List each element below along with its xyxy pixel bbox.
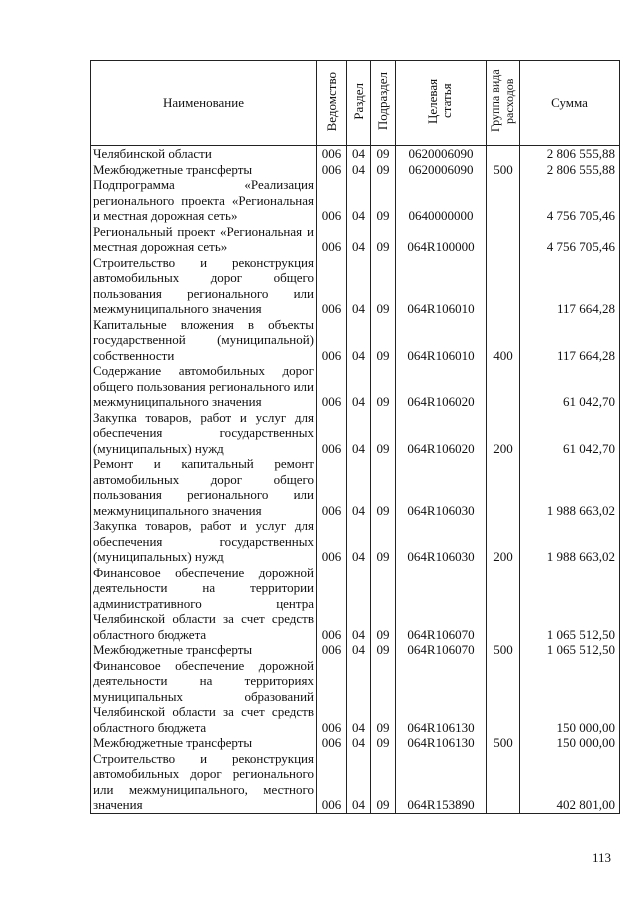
header-vedomstvo: Ведомство: [317, 61, 347, 146]
row-summa: 402 801,00: [520, 751, 620, 814]
table-row: [91, 518, 620, 565]
row-podrazdel: 09: [371, 410, 396, 457]
row-tselevaya: 064R106070: [396, 565, 487, 643]
table-row: [91, 162, 620, 178]
row-gruppa: 400: [487, 317, 520, 364]
row-vedomstvo: 006: [317, 317, 347, 364]
row-summa: 2 806 555,88: [520, 146, 620, 162]
header-name: Наименование: [91, 61, 317, 146]
row-podrazdel: 09: [371, 177, 396, 224]
table-row: [91, 565, 620, 643]
row-name: Капитальные вложения в объекты государственной (муниципальной) собственности: [91, 317, 317, 364]
row-vedomstvo: 006: [317, 642, 347, 658]
row-vedomstvo: 006: [317, 658, 347, 736]
row-podrazdel: 09: [371, 456, 396, 518]
table-row: [91, 363, 620, 410]
row-gruppa: 200: [487, 410, 520, 457]
budget-table: [90, 60, 620, 814]
row-vedomstvo: 006: [317, 518, 347, 565]
header-gruppa: Группа вида расходов: [487, 61, 520, 146]
row-name: Межбюджетные трансферты: [91, 162, 317, 178]
row-razdel: 04: [347, 363, 371, 410]
header-podrazdel: Подраздел: [371, 61, 396, 146]
row-razdel: 04: [347, 255, 371, 317]
table-row: [91, 146, 620, 162]
row-podrazdel: 09: [371, 317, 396, 364]
row-vedomstvo: 006: [317, 146, 347, 162]
row-vedomstvo: 006: [317, 735, 347, 751]
row-summa: 1 065 512,50: [520, 642, 620, 658]
row-razdel: 04: [347, 146, 371, 162]
row-name: Межбюджетные трансферты: [91, 642, 317, 658]
row-tselevaya: 064R106130: [396, 658, 487, 736]
row-razdel: 04: [347, 658, 371, 736]
row-podrazdel: 09: [371, 363, 396, 410]
row-name: Строительство и реконструкция автомобильных дорог регионального или межмуниципального, местного значения: [91, 751, 317, 814]
row-tselevaya: 064R153890: [396, 751, 487, 814]
row-razdel: 04: [347, 565, 371, 643]
row-name: Финансовое обеспечение дорожной деятельности на территории административного центра Челябинской области за счет средств областного бюджета: [91, 565, 317, 643]
row-gruppa: [487, 658, 520, 736]
row-name: Межбюджетные трансферты: [91, 735, 317, 751]
row-gruppa: 500: [487, 642, 520, 658]
row-name: Региональный проект «Региональная и местная дорожная сеть»: [91, 224, 317, 255]
row-podrazdel: 09: [371, 658, 396, 736]
table-header-row: [91, 61, 620, 146]
row-name: Челябинской области: [91, 146, 317, 162]
row-razdel: 04: [347, 751, 371, 814]
row-razdel: 04: [347, 456, 371, 518]
row-vedomstvo: 006: [317, 565, 347, 643]
row-gruppa: [487, 456, 520, 518]
table-row: [91, 410, 620, 457]
row-gruppa: [487, 255, 520, 317]
row-summa: 2 806 555,88: [520, 162, 620, 178]
table-row: [91, 456, 620, 518]
row-summa: 4 756 705,46: [520, 224, 620, 255]
row-gruppa: [487, 363, 520, 410]
row-podrazdel: 09: [371, 642, 396, 658]
row-vedomstvo: 006: [317, 224, 347, 255]
row-vedomstvo: 006: [317, 177, 347, 224]
row-tselevaya: 064R106010: [396, 255, 487, 317]
row-podrazdel: 09: [371, 565, 396, 643]
row-tselevaya: 064R106020: [396, 410, 487, 457]
table-row: [91, 735, 620, 751]
table-row: [91, 224, 620, 255]
row-razdel: 04: [347, 518, 371, 565]
row-podrazdel: 09: [371, 162, 396, 178]
row-summa: 150 000,00: [520, 735, 620, 751]
table-row: [91, 642, 620, 658]
row-vedomstvo: 006: [317, 255, 347, 317]
row-razdel: 04: [347, 224, 371, 255]
row-tselevaya: 064R100000: [396, 224, 487, 255]
row-gruppa: 200: [487, 518, 520, 565]
table-row: [91, 177, 620, 224]
row-tselevaya: 064R106010: [396, 317, 487, 364]
row-gruppa: [487, 146, 520, 162]
row-name: Закупка товаров, работ и услуг для обеспечения государственных (муниципальных) нужд: [91, 518, 317, 565]
row-razdel: 04: [347, 317, 371, 364]
row-vedomstvo: 006: [317, 363, 347, 410]
table-row: [91, 255, 620, 317]
row-tselevaya: 064R106020: [396, 363, 487, 410]
row-podrazdel: 09: [371, 146, 396, 162]
row-razdel: 04: [347, 410, 371, 457]
row-tselevaya: 064R106130: [396, 735, 487, 751]
row-summa: 117 664,28: [520, 255, 620, 317]
row-name: Подпрограмма «Реализация регионального проекта «Региональная и местная дорожная сеть»: [91, 177, 317, 224]
row-razdel: 04: [347, 642, 371, 658]
row-tselevaya: 064R106030: [396, 456, 487, 518]
row-podrazdel: 09: [371, 255, 396, 317]
row-vedomstvo: 006: [317, 162, 347, 178]
row-tselevaya: 064R106030: [396, 518, 487, 565]
row-podrazdel: 09: [371, 735, 396, 751]
row-razdel: 04: [347, 162, 371, 178]
table-row: [91, 751, 620, 814]
row-summa: 150 000,00: [520, 658, 620, 736]
header-tselevaya: Целевая статья: [396, 61, 487, 146]
row-name: Строительство и реконструкция автомобильных дорог общего пользования регионального или межмуниципального значения: [91, 255, 317, 317]
row-podrazdel: 09: [371, 224, 396, 255]
row-summa: 1 988 663,02: [520, 456, 620, 518]
row-vedomstvo: 006: [317, 410, 347, 457]
row-gruppa: [487, 565, 520, 643]
row-gruppa: [487, 224, 520, 255]
header-razdel: Раздел: [347, 61, 371, 146]
row-tselevaya: 0620006090: [396, 146, 487, 162]
row-vedomstvo: 006: [317, 456, 347, 518]
row-podrazdel: 09: [371, 518, 396, 565]
row-gruppa: [487, 751, 520, 814]
row-summa: 61 042,70: [520, 363, 620, 410]
row-summa: 1 065 512,50: [520, 565, 620, 643]
table-row: [91, 317, 620, 364]
row-podrazdel: 09: [371, 751, 396, 814]
row-vedomstvo: 006: [317, 751, 347, 814]
page-number: 113: [592, 850, 612, 865]
row-razdel: 04: [347, 177, 371, 224]
row-name: Содержание автомобильных дорог общего пользования регионального или межмуниципального значения: [91, 363, 317, 410]
row-tselevaya: 0640000000: [396, 177, 487, 224]
row-tselevaya: 064R106070: [396, 642, 487, 658]
row-summa: 4 756 705,46: [520, 177, 620, 224]
row-razdel: 04: [347, 735, 371, 751]
row-gruppa: 500: [487, 162, 520, 178]
header-summa: Сумма: [520, 61, 620, 146]
row-tselevaya: 0620006090: [396, 162, 487, 178]
row-summa: 117 664,28: [520, 317, 620, 364]
row-summa: 61 042,70: [520, 410, 620, 457]
row-gruppa: [487, 177, 520, 224]
row-gruppa: 500: [487, 735, 520, 751]
row-name: Финансовое обеспечение дорожной деятельности на территориях муниципальных образований Челябинской области за счет средств областного бюджета: [91, 658, 317, 736]
row-name: Ремонт и капитальный ремонт автомобильных дорог общего пользования регионального или межмуниципального значения: [91, 456, 317, 518]
row-name: Закупка товаров, работ и услуг для обеспечения государственных (муниципальных) нужд: [91, 410, 317, 457]
table-row: [91, 658, 620, 736]
row-summa: 1 988 663,02: [520, 518, 620, 565]
